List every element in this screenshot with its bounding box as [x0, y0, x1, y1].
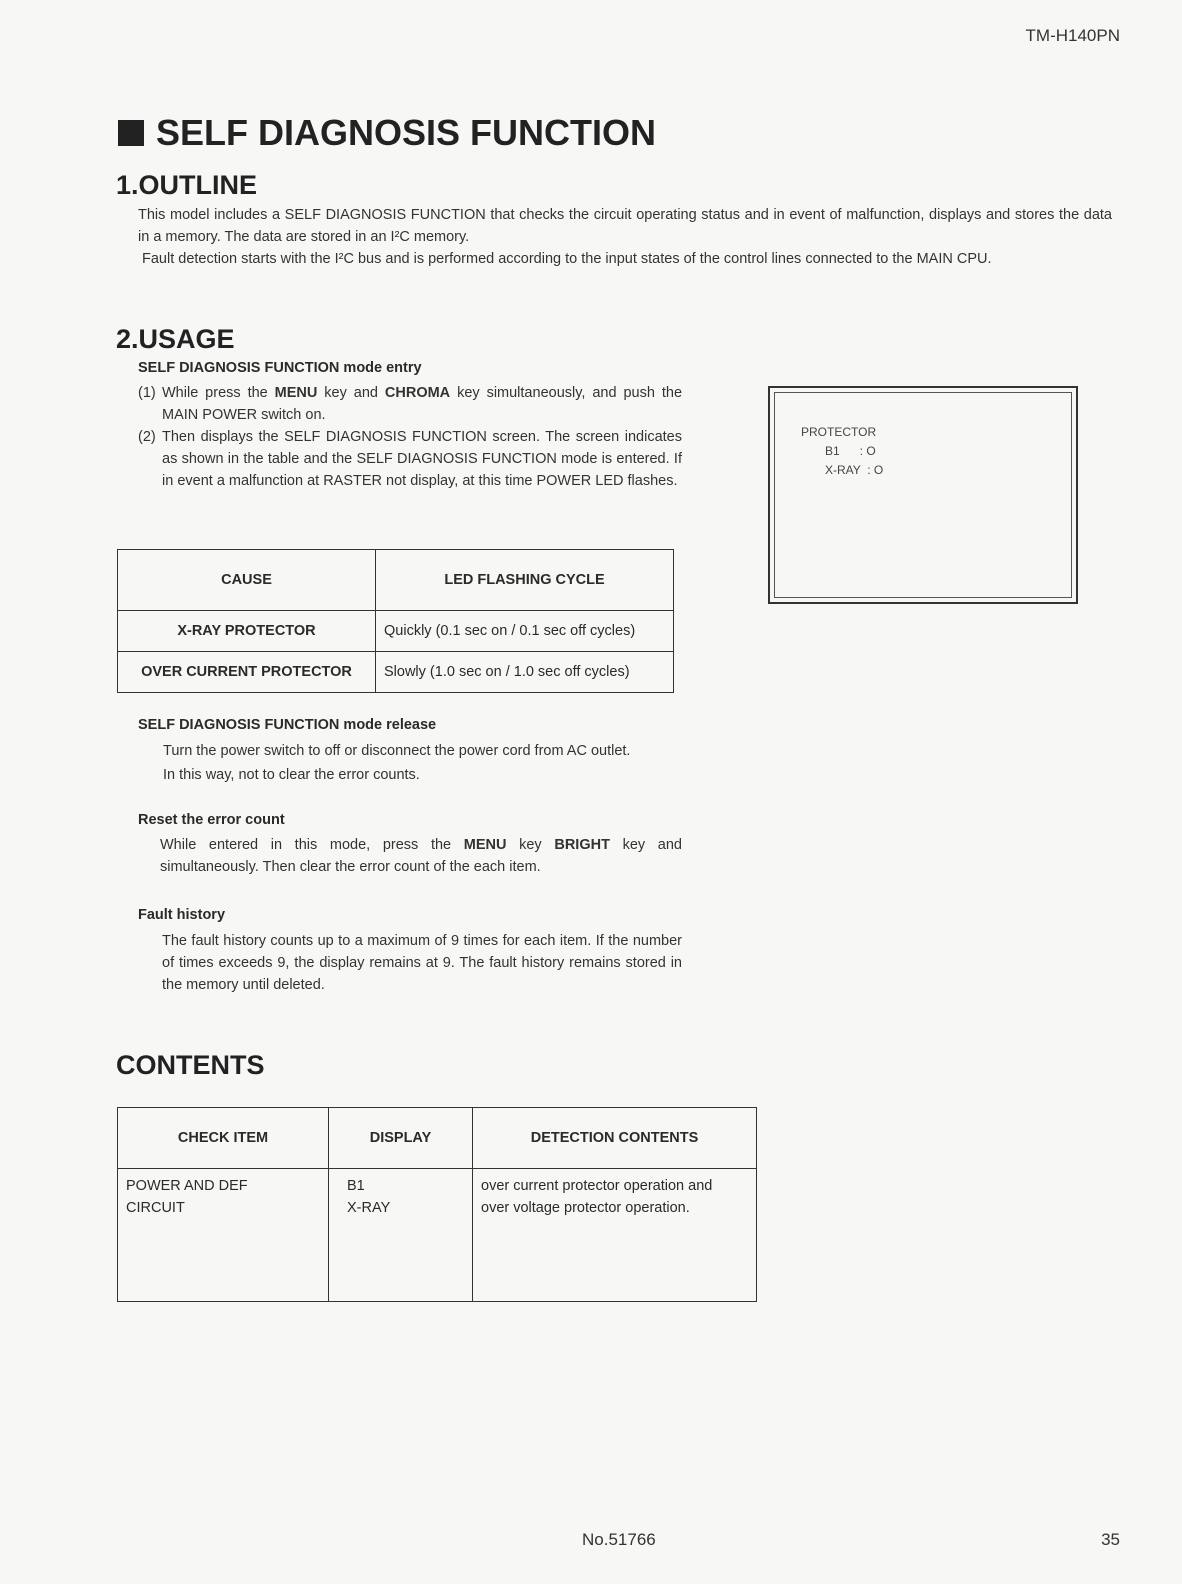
- usage-heading: 2.USAGE: [116, 324, 235, 354]
- led-cycle-header: LED FLASHING CYCLE: [376, 550, 674, 611]
- fault-history-text: The fault history counts up to a maximum of 9 times for each item. If the number of times exceeds 9, the display remains at 9. The fault history remains stored in the memory until deleted.: [162, 933, 682, 993]
- outline-paragraph-2: Fault detection starts with the I²C bus and is performed according to the input states of the control lines connected to the MAIN CPU.: [142, 251, 992, 267]
- display-header: DISPLAY: [329, 1108, 473, 1169]
- display-line-2: X-RAY: [347, 1200, 391, 1216]
- check-item-line-1: POWER AND DEF: [126, 1178, 248, 1194]
- page-title-text: SELF DIAGNOSIS FUNCTION: [156, 112, 657, 153]
- check-item-line-2: CIRCUIT: [126, 1200, 185, 1216]
- contents-heading: CONTENTS: [116, 1050, 265, 1080]
- mode-release-heading: SELF DIAGNOSIS FUNCTION mode release: [138, 717, 437, 733]
- screen-b1-status: B1 : O: [825, 444, 876, 458]
- outline-paragraph-1: This model includes a SELF DIAGNOSIS FUNCTION that checks the circuit operating status and in event of malfunction, displays and stores the data in a memory. The data are stored in an I²C memory.: [138, 207, 1112, 245]
- step-1-text-c: key simultaneously, and push the MAIN POWER switch on.: [162, 385, 683, 423]
- reset-text-b: key: [506, 837, 555, 853]
- reset-heading: Reset the error count: [138, 812, 285, 828]
- document-number: No.51766: [582, 1530, 656, 1549]
- outline-heading: 1.OUTLINE: [116, 170, 258, 200]
- mode-entry-heading: SELF DIAGNOSIS FUNCTION mode entry: [138, 360, 422, 376]
- detection-line-1: over current protector operation and: [481, 1178, 713, 1194]
- table-row: [118, 1169, 757, 1302]
- page-title: [118, 112, 656, 154]
- table-header-row: [118, 550, 674, 611]
- menu-key-label: MENU: [274, 385, 318, 401]
- step-1-number: (1): [138, 385, 156, 401]
- display-cell: [329, 1169, 473, 1302]
- entry-step-1: [138, 382, 682, 492]
- cycle-cell: Slowly (1.0 sec on / 1.0 sec off cycles): [376, 652, 674, 693]
- detection-cell: [473, 1169, 757, 1302]
- screen-protector-label: PROTECTOR: [801, 425, 877, 439]
- cycle-cell: Quickly (0.1 sec on / 0.1 sec off cycles): [376, 611, 674, 652]
- reset-text-a: While entered in this mode, press the: [160, 837, 464, 853]
- model-number: TM-H140PN: [1025, 26, 1120, 45]
- step-1-text: [162, 382, 682, 426]
- reset-text: [160, 834, 682, 878]
- step-2-number: (2): [138, 429, 156, 445]
- diagnosis-screen-inner: [774, 392, 1072, 598]
- diagnosis-screen-display: [768, 386, 1078, 604]
- chroma-key-label: CHROMA: [384, 385, 451, 401]
- contents-table: [117, 1107, 757, 1302]
- step-1-text-b: key and: [317, 385, 385, 401]
- cause-cell: X-RAY PROTECTOR: [118, 611, 376, 652]
- page-number: 35: [1101, 1530, 1120, 1549]
- step-1-text-a: While press the: [162, 385, 275, 401]
- detection-contents-header: DETECTION CONTENTS: [473, 1108, 757, 1169]
- cause-table: [117, 549, 674, 693]
- fault-history-heading: Fault history: [138, 907, 226, 923]
- square-bullet-icon: [118, 120, 144, 146]
- menu-key-label: MENU: [463, 837, 507, 853]
- display-line-1: B1: [347, 1178, 365, 1194]
- bright-key-label: BRIGHT: [554, 837, 610, 853]
- check-item-header: CHECK ITEM: [118, 1108, 329, 1169]
- reset-text-c: key and simultaneously. Then clear the error count of the each item.: [160, 837, 682, 875]
- cause-cell: OVER CURRENT PROTECTOR: [118, 652, 376, 693]
- table-row: [118, 652, 674, 693]
- step-2-text: Then displays the SELF DIAGNOSIS FUNCTION screen. The screen indicates as shown in the table and the SELF DIAGNOSIS FUNCTION mode is entered. If in event a malfunction at RASTER not display, at this time POWER LED flashes.: [162, 429, 682, 489]
- release-line-1: Turn the power switch to off or disconnect the power cord from AC outlet.: [163, 743, 631, 759]
- check-item-cell: [118, 1169, 329, 1302]
- release-line-2: In this way, not to clear the error counts.: [163, 767, 420, 783]
- table-header-row: [118, 1108, 757, 1169]
- detection-line-2: over voltage protector operation.: [481, 1200, 690, 1216]
- screen-xray-status: X-RAY : O: [825, 463, 884, 477]
- cause-header: CAUSE: [118, 550, 376, 611]
- table-row: [118, 611, 674, 652]
